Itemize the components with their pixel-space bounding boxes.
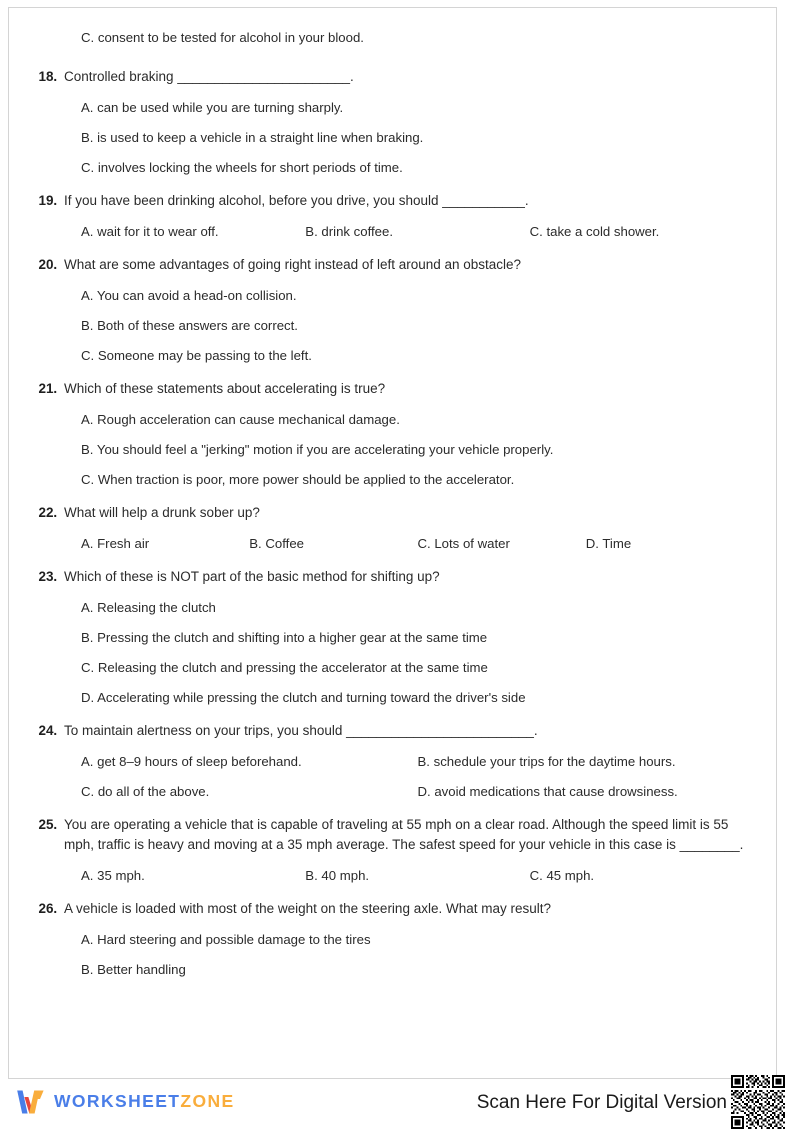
question-number: 26. [38, 901, 57, 916]
question-number: 21. [38, 381, 57, 396]
question-number: 22. [38, 505, 57, 520]
answer-option[interactable]: D. avoid medications that cause drowsiness. [417, 784, 678, 799]
answer-option[interactable]: B. schedule your trips for the daytime hours. [417, 754, 676, 769]
question-text: Which of these is NOT part of the basic method for shifting up? [64, 569, 440, 584]
question-row [31, 899, 754, 919]
question-number: 18. [38, 69, 57, 84]
question-text: What will help a drunk sober up? [64, 505, 260, 520]
question-block [31, 379, 754, 489]
answer-option[interactable]: A. Releasing the clutch [81, 600, 216, 615]
answer-option[interactable]: D. Accelerating while pressing the clutch and turning toward the driver's side [81, 690, 526, 705]
answer-option[interactable]: A. get 8–9 hours of sleep beforehand. [81, 754, 302, 769]
answer-option[interactable]: A. Fresh air [81, 536, 150, 551]
question-text: Controlled braking _______________________. [64, 69, 354, 84]
answer-options [31, 523, 754, 553]
question-block [31, 503, 754, 553]
brand-name-primary: WORKSHEET [54, 1091, 181, 1112]
question-text: If you have been drinking alcohol, before you drive, you should ___________. [64, 193, 529, 208]
answer-option[interactable]: C. Releasing the clutch and pressing the accelerator at the same time [81, 660, 488, 675]
answer-options [31, 286, 754, 365]
answer-option[interactable]: C. When traction is poor, more power should be applied to the accelerator. [81, 472, 515, 487]
question-number: 25. [38, 817, 57, 832]
question-row [31, 191, 754, 211]
answer-option[interactable]: B. Pressing the clutch and shifting into a higher gear at the same time [81, 630, 488, 645]
answer-options [31, 930, 754, 979]
question-block [31, 899, 754, 979]
answer-options [31, 741, 754, 801]
answer-option[interactable]: C. Lots of water [417, 536, 510, 551]
question-number: 24. [38, 723, 57, 738]
worksheet-body [9, 8, 776, 1003]
answer-option[interactable]: B. drink coffee. [305, 224, 394, 239]
question-block [31, 567, 754, 707]
answer-option[interactable]: A. wait for it to wear off. [81, 224, 219, 239]
brand-logo[interactable] [16, 1089, 235, 1115]
answer-option[interactable]: D. Time [585, 536, 632, 551]
answer-option[interactable]: C. involves locking the wheels for short periods of time. [81, 160, 403, 175]
question-list [31, 67, 754, 979]
question-row [31, 721, 754, 741]
question-text: You are operating a vehicle that is capable of traveling at 55 mph on a clear road. Although the speed limit is 55 mph, traffic is heavy and moving at a 35 mph average. The safest speed for your vehicle in this case is ________. [64, 817, 744, 852]
answer-option[interactable]: A. 35 mph. [81, 868, 145, 883]
answer-option[interactable]: B. Better handling [81, 962, 186, 977]
scan-label: Scan Here For Digital Version [476, 1091, 727, 1113]
answer-option[interactable]: A. You can avoid a head-on collision. [81, 288, 297, 303]
question-text: A vehicle is loaded with most of the weight on the steering axle. What may result? [64, 901, 552, 916]
answer-options [31, 410, 754, 489]
answer-options [31, 98, 754, 177]
question-block [31, 255, 754, 365]
answer-option[interactable]: B. You should feel a "jerking" motion if you are accelerating your vehicle properly. [81, 442, 554, 457]
question-block [31, 815, 754, 885]
question-block [31, 67, 754, 177]
question-text: To maintain alertness on your trips, you should _________________________. [64, 723, 538, 738]
question-row [31, 379, 754, 399]
worksheet-page [8, 7, 777, 1079]
question-text: What are some advantages of going right instead of left around an obstacle? [64, 257, 522, 272]
answer-option[interactable]: C. do all of the above. [81, 784, 210, 799]
page-footer [0, 1082, 793, 1122]
qr-code-icon[interactable] [731, 1075, 785, 1129]
scan-digital-version[interactable] [477, 1075, 785, 1129]
question-number: 23. [38, 569, 57, 584]
question-number: 20. [38, 257, 57, 272]
question-block [31, 721, 754, 801]
answer-option[interactable]: C. 45 mph. [529, 868, 595, 883]
question-number: 19. [38, 193, 57, 208]
brand-wordmark [54, 1093, 235, 1111]
brand-name-accent: ZONE [180, 1091, 235, 1112]
worksheet-zone-w-mark-icon [16, 1089, 46, 1115]
answer-option[interactable]: B. Both of these answers are correct. [81, 318, 298, 333]
answer-option[interactable]: B. is used to keep a vehicle in a straight line when braking. [81, 130, 424, 145]
answer-option[interactable]: C. Someone may be passing to the left. [81, 348, 312, 363]
question-row [31, 815, 754, 855]
orphan-answer-option: C. consent to be tested for alcohol in your blood. [81, 30, 364, 45]
answer-option[interactable]: B. Coffee [249, 536, 304, 551]
question-row [31, 255, 754, 275]
answer-options [31, 598, 754, 707]
answer-option[interactable]: A. Rough acceleration can cause mechanical damage. [81, 412, 400, 427]
question-block [31, 191, 754, 241]
question-row [31, 567, 754, 587]
answer-option[interactable]: C. take a cold shower. [529, 224, 660, 239]
answer-option[interactable]: A. Hard steering and possible damage to the tires [81, 932, 371, 947]
answer-options [31, 211, 754, 241]
answer-options [31, 855, 754, 885]
question-row [31, 67, 754, 87]
question-row [31, 503, 754, 523]
question-text: Which of these statements about accelerating is true? [64, 381, 386, 396]
answer-option[interactable]: B. 40 mph. [305, 868, 370, 883]
answer-option[interactable]: A. can be used while you are turning sharply. [81, 100, 344, 115]
